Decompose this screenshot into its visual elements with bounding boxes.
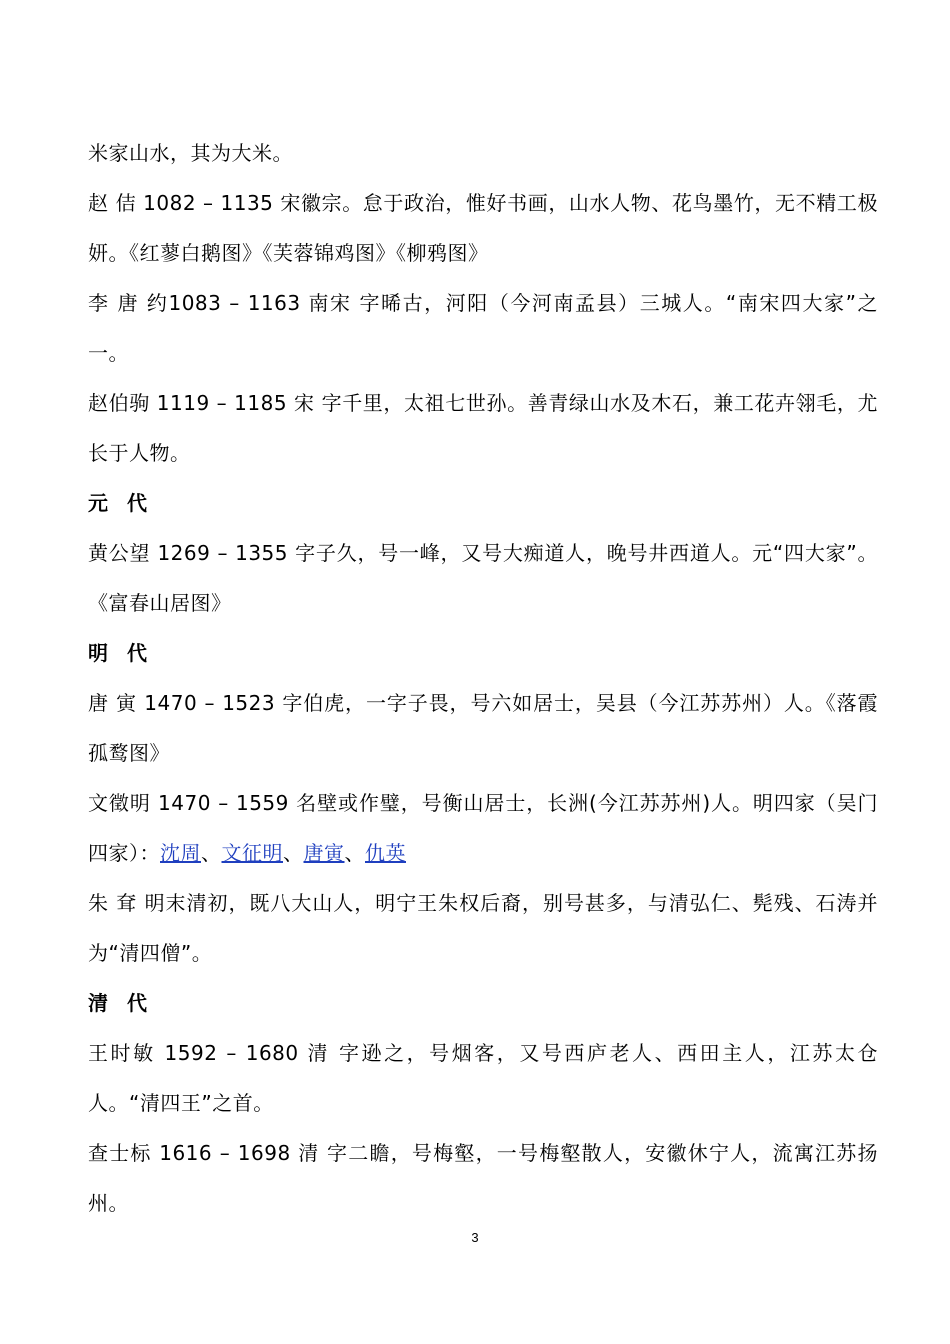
link-qiu-ying[interactable]: 仇英 [365,841,406,865]
separator: 、 [201,841,222,865]
paragraph-huang-gongwang: 黄公望 1269 – 1355 字子久，号一峰，又号大痴道人，晚号井西道人。元“四大家”。《富春山居图》 [88,541,878,615]
paragraph-mi-family: 米家山水，其为大米。 [88,141,293,165]
link-tang-yin[interactable]: 唐寅 [303,841,345,865]
paragraph-wang-shimin: 王时敏 1592 – 1680 清 字逊之，号烟客，又号西庐老人、西田主人，江苏太仓人。“清四王”之首。 [88,1041,878,1115]
paragraph-wen-zhengming [88,778,878,878]
page-number: 3 [471,1230,479,1245]
paragraph-zhao-ji: 赵 佶 1082 – 1135 宋徽宗。怠于政治，惟好书画，山水人物、花鸟墨竹，无不精工极妍。《红蓼白鹅图》《芙蓉锦鸡图》《柳鸦图》 [88,191,878,265]
link-shen-zhou[interactable]: 沈周 [160,841,201,865]
heading-qing-dynasty: 清 代 [88,991,153,1015]
paragraph-zhao-boju: 赵伯驹 1119 – 1185 宋 字千里，太祖七世孙。善青绿山水及木石，兼工花卉翎毛，尤长于人物。 [88,391,878,465]
link-wen-zhengming[interactable]: 文征明 [221,841,283,865]
heading-ming-dynasty: 明 代 [88,641,153,665]
paragraph-li-tang: 李 唐 约1083 – 1163 南宋 字晞古，河阳（今河南孟县）三城人。“南宋四大家”之一。 [88,291,878,365]
paragraph-zha-shibiao: 查士标 1616 – 1698 清 字二瞻，号梅壑，一号梅壑散人，安徽休宁人，流寓江苏扬州。 [88,1141,878,1215]
heading-yuan-dynasty: 元 代 [88,491,153,515]
wen-zhengming-text: 文徵明 1470 – 1559 名壁或作璧，号衡山居士，长洲(今江苏苏州)人。明四家（吴门四家）： [88,791,878,865]
paragraph-zhu-da: 朱 耷 明末清初，既八大山人，明宁王朱权后裔，别号甚多，与清弘仁、髡残、石涛并为“清四僧”。 [88,891,878,965]
separator: 、 [344,841,365,865]
document-body [88,128,878,1228]
separator: 、 [283,841,304,865]
paragraph-tang-yin: 唐 寅 1470 – 1523 字伯虎，一字子畏，号六如居士，吴县（今江苏苏州）人。《落霞孤鹜图》 [88,691,878,765]
